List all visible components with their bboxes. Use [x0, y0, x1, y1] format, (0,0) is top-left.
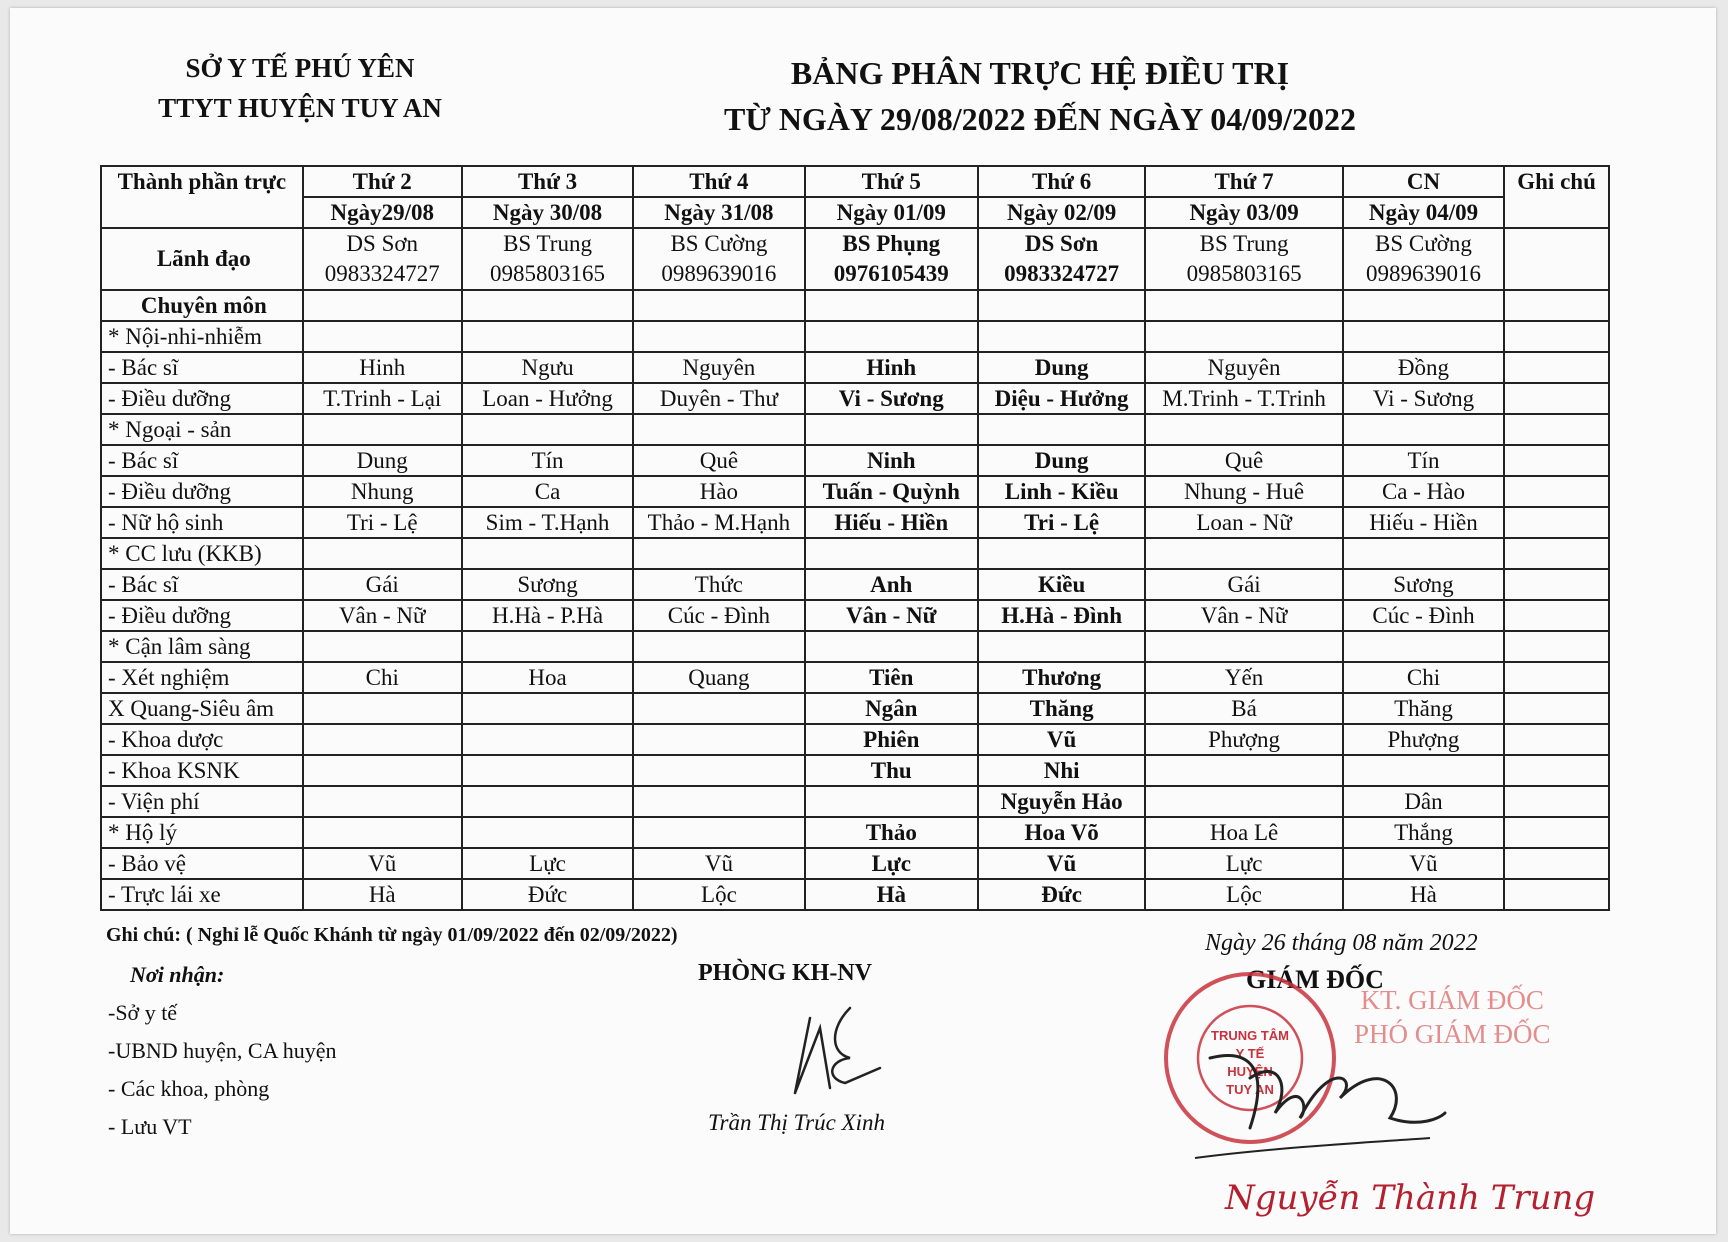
table-cell: H.Hà - P.Hà [462, 600, 633, 631]
leader-name: BS Phụng [842, 231, 941, 256]
row-label: - Điều dưỡng [101, 476, 303, 507]
table-cell: Tín [1343, 445, 1504, 476]
table-cell [303, 321, 462, 352]
row-label: - Điều dưỡng [101, 600, 303, 631]
table-cell: Tiên [805, 662, 978, 693]
table-cell [462, 817, 633, 848]
table-cell: Kiều [978, 569, 1145, 600]
table-row [101, 600, 1609, 631]
director-signer-name: Nguyễn Thành Trung [1225, 1178, 1596, 1218]
table-row [101, 476, 1609, 507]
leader-phone: 0989639016 [661, 261, 777, 286]
table-cell [633, 290, 804, 321]
row-label: - Khoa KSNK [101, 755, 303, 786]
table-cell [1145, 755, 1343, 786]
table-row [101, 817, 1609, 848]
table-cell: H.Hà - Đình [978, 600, 1145, 631]
notes-cell [1504, 538, 1609, 569]
table-cell: Thăng [1343, 693, 1504, 724]
table-cell [633, 724, 804, 755]
table-row [101, 879, 1609, 910]
table-cell: Đồng [1343, 352, 1504, 383]
table-row [101, 631, 1609, 662]
leader-cell [978, 228, 1145, 290]
table-cell: Dung [978, 445, 1145, 476]
table-cell [1343, 631, 1504, 662]
table-cell: Tín [462, 445, 633, 476]
date-header-fri: Ngày 02/09 [978, 197, 1145, 228]
table-cell: Vi - Sương [1343, 383, 1504, 414]
row-label: - Viện phí [101, 786, 303, 817]
leader-cell [633, 228, 804, 290]
table-row [101, 724, 1609, 755]
table-cell: Thảo [805, 817, 978, 848]
table-cell: Lộc [1145, 879, 1343, 910]
notes-cell [1504, 414, 1609, 445]
table-cell: Ninh [805, 445, 978, 476]
department-title: PHÒNG KH-NV [698, 960, 872, 986]
table-row [101, 538, 1609, 569]
table-cell [462, 290, 633, 321]
document-title [670, 50, 1410, 142]
table-cell [303, 755, 462, 786]
leader-name: DS Sơn [346, 231, 419, 256]
table-cell: Lộc [633, 879, 804, 910]
table-cell [978, 414, 1145, 445]
row-label: - Bác sĩ [101, 569, 303, 600]
table-cell: Lực [1145, 848, 1343, 879]
table-row [101, 755, 1609, 786]
notes-cell [1504, 352, 1609, 383]
row-label: - Khoa dược [101, 724, 303, 755]
table-cell: Hiếu - Hiền [805, 507, 978, 538]
table-cell: Hoa [462, 662, 633, 693]
table-cell: Nguyễn Hảo [978, 786, 1145, 817]
row-label: - Bác sĩ [101, 352, 303, 383]
notes-cell [1504, 445, 1609, 476]
notes-cell [1504, 507, 1609, 538]
notes-cell [1504, 786, 1609, 817]
table-cell [303, 817, 462, 848]
table-cell [633, 414, 804, 445]
table-cell: Gái [303, 569, 462, 600]
title-line-1: BẢNG PHÂN TRỰC HỆ ĐIỀU TRỊ [790, 55, 1290, 91]
recipients-block [108, 956, 337, 1146]
director-signature [1190, 1018, 1450, 1168]
schedule-body [101, 228, 1609, 910]
table-cell: Vũ [978, 848, 1145, 879]
table-cell: Vân - Nữ [805, 600, 978, 631]
table-cell: Thắng [1343, 817, 1504, 848]
leader-label: Lãnh đạo [101, 228, 303, 290]
table-cell: Duyên - Thư [633, 383, 804, 414]
day-header-mon: Thứ 2 [303, 166, 462, 197]
table-cell [462, 631, 633, 662]
organization-header [120, 48, 480, 128]
table-cell [978, 538, 1145, 569]
table-cell [805, 290, 978, 321]
row-label: * Ngoại - sản [101, 414, 303, 445]
row-label: X Quang-Siêu âm [101, 693, 303, 724]
leader-cell [1343, 228, 1504, 290]
row-label: - Bảo vệ [101, 848, 303, 879]
row-label: - Trực lái xe [101, 879, 303, 910]
leader-name: DS Sơn [1024, 231, 1099, 256]
table-cell [462, 755, 633, 786]
table-cell [805, 414, 978, 445]
table-cell [1343, 414, 1504, 445]
row-label: - Bác sĩ [101, 445, 303, 476]
org-line-1: SỞ Y TẾ PHÚ YÊN [185, 53, 415, 83]
table-cell [1145, 321, 1343, 352]
row-label: - Điều dưỡng [101, 383, 303, 414]
table-cell: Vũ [633, 848, 804, 879]
table-cell: Hà [303, 879, 462, 910]
table-cell: Ngưu [462, 352, 633, 383]
day-header-thu: Thứ 5 [805, 166, 978, 197]
table-cell [633, 755, 804, 786]
leader-name: BS Trung [1199, 231, 1289, 256]
table-cell [633, 693, 804, 724]
leader-row [101, 228, 1609, 290]
table-cell [462, 693, 633, 724]
day-header-sat: Thứ 7 [1145, 166, 1343, 197]
leader-name: BS Trung [503, 231, 592, 256]
table-cell [1343, 538, 1504, 569]
table-row [101, 383, 1609, 414]
table-cell: Nguyên [1145, 352, 1343, 383]
table-cell [1145, 631, 1343, 662]
recipient-item: - Lưu VT [108, 1114, 192, 1139]
row-label: * Cận lâm sàng [101, 631, 303, 662]
table-cell: Lực [462, 848, 633, 879]
table-cell [978, 321, 1145, 352]
table-cell: Bá [1145, 693, 1343, 724]
date-header-sat: Ngày 03/09 [1145, 197, 1343, 228]
table-cell: Lực [805, 848, 978, 879]
date-header-tue: Ngày 30/08 [462, 197, 633, 228]
table-cell: Đức [462, 879, 633, 910]
table-cell [805, 321, 978, 352]
table-cell: Nhung [303, 476, 462, 507]
signing-date: Ngày 26 tháng 08 năm 2022 [1205, 930, 1478, 956]
notes-cell [1504, 228, 1609, 290]
recipient-item: - Các khoa, phòng [108, 1076, 270, 1101]
notes-cell [1504, 600, 1609, 631]
org-line-2: TTYT HUYỆN TUY AN [158, 93, 442, 123]
svg-text:Y TẾ: Y TẾ [1235, 1046, 1265, 1061]
day-header-tue: Thứ 3 [462, 166, 633, 197]
table-row [101, 290, 1609, 321]
table-cell: Sương [462, 569, 633, 600]
notes-cell [1504, 662, 1609, 693]
leader-phone: 0983324727 [1004, 261, 1120, 286]
table-cell [805, 538, 978, 569]
table-cell: Ca [462, 476, 633, 507]
table-cell: Hiếu - Hiền [1343, 507, 1504, 538]
table-cell: Dung [303, 445, 462, 476]
department-signature [790, 998, 900, 1108]
row-label: - Nữ hộ sinh [101, 507, 303, 538]
table-cell: Thức [633, 569, 804, 600]
table-cell: Vũ [978, 724, 1145, 755]
table-cell: Loan - Hưởng [462, 383, 633, 414]
notes-cell [1504, 383, 1609, 414]
day-header-fri: Thứ 6 [978, 166, 1145, 197]
notes-cell [1504, 848, 1609, 879]
recipient-item: -UBND huyện, CA huyện [108, 1038, 337, 1063]
leader-name: BS Cường [1375, 231, 1472, 256]
row-label: - Xét nghiệm [101, 662, 303, 693]
table-cell [633, 538, 804, 569]
table-cell [303, 290, 462, 321]
table-cell [303, 724, 462, 755]
svg-text:HUYỆN: HUYỆN [1227, 1064, 1273, 1079]
table-cell [462, 786, 633, 817]
table-cell: Thăng [978, 693, 1145, 724]
leader-phone: 0985803165 [490, 261, 606, 286]
table-cell: Yến [1145, 662, 1343, 693]
table-cell [633, 817, 804, 848]
table-cell [1145, 786, 1343, 817]
table-cell: Quê [1145, 445, 1343, 476]
table-row [101, 414, 1609, 445]
table-cell: Quê [633, 445, 804, 476]
table-cell: Loan - Nữ [1145, 507, 1343, 538]
table-cell: M.Trinh - T.Trinh [1145, 383, 1343, 414]
notes-cell [1504, 631, 1609, 662]
notes-cell [1504, 476, 1609, 507]
leader-phone: 0985803165 [1186, 261, 1302, 286]
notes-cell [1504, 817, 1609, 848]
table-row [101, 507, 1609, 538]
row-label: Chuyên môn [101, 290, 303, 321]
table-cell: Nhi [978, 755, 1145, 786]
table-cell: Phiên [805, 724, 978, 755]
table-cell: Vũ [303, 848, 462, 879]
notes-cell [1504, 321, 1609, 352]
table-cell [462, 724, 633, 755]
table-cell [805, 786, 978, 817]
table-cell [1145, 538, 1343, 569]
table-cell [978, 290, 1145, 321]
table-cell [303, 693, 462, 724]
table-row [101, 321, 1609, 352]
leader-cell [462, 228, 633, 290]
recipient-item: -Sở y tế [108, 1000, 178, 1025]
table-cell: Hào [633, 476, 804, 507]
leader-cell [1145, 228, 1343, 290]
table-cell: Hinh [805, 352, 978, 383]
table-cell [462, 538, 633, 569]
table-row [101, 786, 1609, 817]
table-cell: T.Trinh - Lại [303, 383, 462, 414]
table-row [101, 352, 1609, 383]
table-cell [303, 631, 462, 662]
title-line-2: TỪ NGÀY 29/08/2022 ĐẾN NGÀY 04/09/2022 [724, 101, 1356, 137]
row-label: * Hộ lý [101, 817, 303, 848]
date-header-sun: Ngày 04/09 [1343, 197, 1504, 228]
table-cell [1145, 414, 1343, 445]
header-day-row [101, 166, 1609, 197]
table-cell [462, 321, 633, 352]
table-cell [633, 631, 804, 662]
leader-cell [303, 228, 462, 290]
table-cell [1145, 290, 1343, 321]
row-label: * CC lưu (KKB) [101, 538, 303, 569]
table-cell [633, 786, 804, 817]
table-cell: Cúc - Đình [1343, 600, 1504, 631]
table-cell: Hà [1343, 879, 1504, 910]
table-cell [1343, 321, 1504, 352]
table-row [101, 693, 1609, 724]
leader-phone: 0983324727 [324, 261, 440, 286]
table-cell [1343, 755, 1504, 786]
notes-column-header: Ghi chú [1504, 166, 1609, 228]
recipients-title: Nơi nhận: [130, 962, 225, 987]
svg-text:TUY AN: TUY AN [1226, 1082, 1274, 1097]
header-date-row [101, 197, 1609, 228]
table-cell: Phượng [1343, 724, 1504, 755]
notes-cell [1504, 879, 1609, 910]
table-cell: Thảo - M.Hạnh [633, 507, 804, 538]
table-cell: Linh - Kiều [978, 476, 1145, 507]
table-cell [303, 786, 462, 817]
day-header-wed: Thứ 4 [633, 166, 804, 197]
table-cell: Tuấn - Quỳnh [805, 476, 978, 507]
table-cell: Chi [1343, 662, 1504, 693]
table-cell: Vũ [1343, 848, 1504, 879]
date-header-thu: Ngày 01/09 [805, 197, 978, 228]
table-cell: Cúc - Đình [633, 600, 804, 631]
table-cell: Vi - Sương [805, 383, 978, 414]
department-signer-name: Trần Thị Trúc Xinh [708, 1110, 886, 1135]
notes-cell [1504, 290, 1609, 321]
label-column-header: Thành phần trực [101, 166, 303, 228]
table-cell: Chi [303, 662, 462, 693]
notes-cell [1504, 755, 1609, 786]
day-header-sun: CN [1343, 166, 1504, 197]
leader-cell [805, 228, 978, 290]
notes-cell [1504, 724, 1609, 755]
kt-line-1: KT. GIÁM ĐỐC [1360, 985, 1544, 1015]
kt-line-2: PHÓ GIÁM ĐỐC [1354, 1019, 1551, 1049]
table-cell: Vân - Nữ [1145, 600, 1343, 631]
table-cell: Gái [1145, 569, 1343, 600]
table-cell: Ngân [805, 693, 978, 724]
table-cell [303, 414, 462, 445]
notes-cell [1504, 569, 1609, 600]
table-cell: Dung [978, 352, 1145, 383]
table-cell [1343, 290, 1504, 321]
table-cell: Hinh [303, 352, 462, 383]
director-title: GIÁM ĐỐC [1246, 965, 1384, 994]
table-cell: Tri - Lệ [978, 507, 1145, 538]
date-header-wed: Ngày 31/08 [633, 197, 804, 228]
table-cell: Quang [633, 662, 804, 693]
leader-phone: 0976105439 [833, 261, 949, 286]
table-cell [633, 321, 804, 352]
table-cell: Phượng [1145, 724, 1343, 755]
leader-name: BS Cường [670, 231, 768, 256]
row-label: * Nội-nhi-nhiễm [101, 321, 303, 352]
table-cell: Dân [1343, 786, 1504, 817]
table-cell: Nguyên [633, 352, 804, 383]
table-cell [303, 538, 462, 569]
table-cell: Thu [805, 755, 978, 786]
table-cell [978, 631, 1145, 662]
table-cell: Vân - Nữ [303, 600, 462, 631]
duty-schedule-table [100, 165, 1610, 911]
svg-text:TRUNG TÂM: TRUNG TÂM [1211, 1028, 1289, 1043]
table-cell: Diệu - Hưởng [978, 383, 1145, 414]
date-header-mon: Ngày29/08 [303, 197, 462, 228]
table-cell: Anh [805, 569, 978, 600]
table-row [101, 848, 1609, 879]
table-cell: Hoa Võ [978, 817, 1145, 848]
holiday-note: Ghi chú: ( Nghỉ lễ Quốc Khánh từ ngày 01/09/2022 đến 02/09/2022) [106, 924, 678, 946]
table-cell: Hoa Lê [1145, 817, 1343, 848]
notes-cell [1504, 693, 1609, 724]
table-row [101, 662, 1609, 693]
document-page [10, 8, 1716, 1234]
table-cell: Tri - Lệ [303, 507, 462, 538]
table-cell: Thương [978, 662, 1145, 693]
table-cell: Hà [805, 879, 978, 910]
table-cell: Sương [1343, 569, 1504, 600]
table-row [101, 445, 1609, 476]
table-cell: Đức [978, 879, 1145, 910]
table-cell: Nhung - Huê [1145, 476, 1343, 507]
table-cell: Sim - T.Hạnh [462, 507, 633, 538]
table-cell [462, 414, 633, 445]
table-row [101, 569, 1609, 600]
leader-phone: 0989639016 [1365, 261, 1481, 286]
table-cell [805, 631, 978, 662]
table-cell: Ca - Hào [1343, 476, 1504, 507]
